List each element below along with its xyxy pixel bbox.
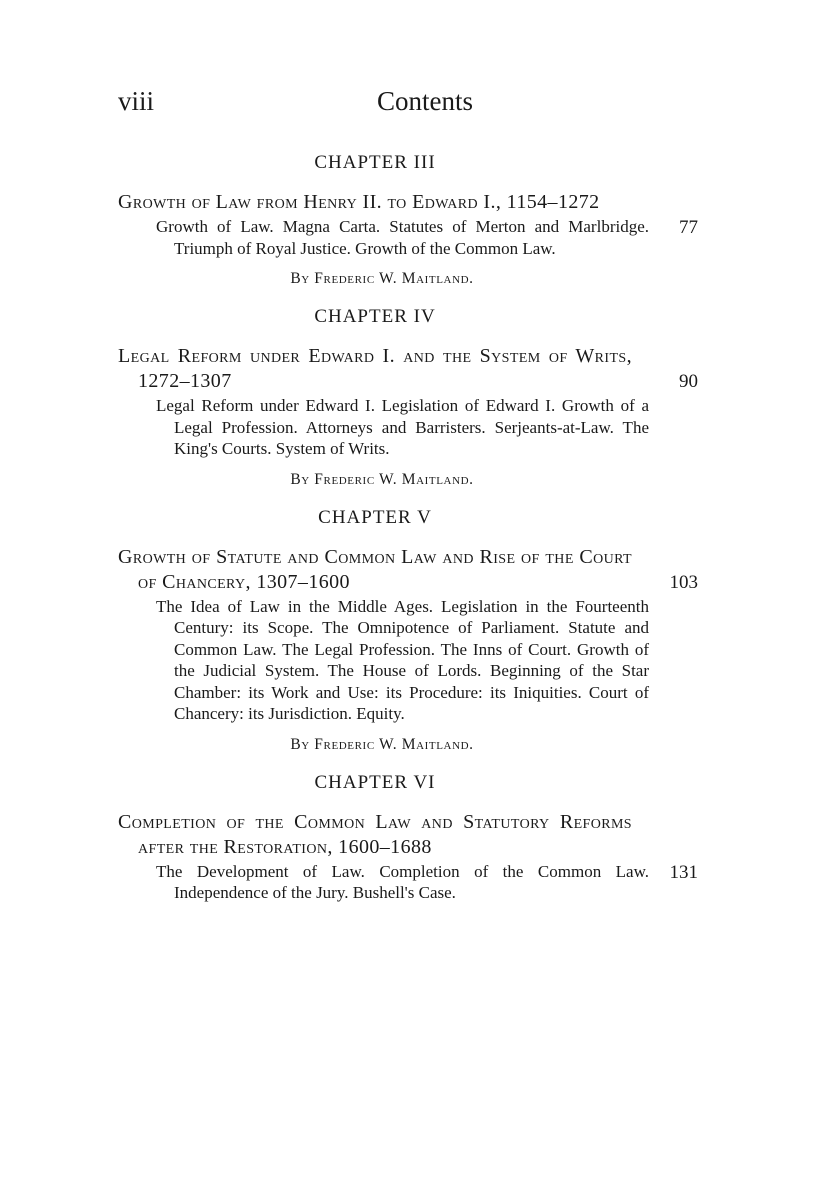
chapter-entry [118, 770, 698, 904]
chapter-page-number: 77 [679, 217, 698, 238]
page-number: viii [118, 86, 155, 116]
chapter-label: CHAPTER IV [314, 306, 436, 327]
chapter-title-text: Growth of Statute and Common Law and Rise of the Court of Chancery, 1307–1600 [118, 545, 632, 593]
chapter-label: CHAPTER III [314, 152, 436, 173]
chapter-page-number: 103 [669, 571, 698, 593]
chapter-title[interactable] [118, 545, 632, 595]
chapter-label: CHAPTER VI [314, 771, 436, 793]
running-head: Contents [376, 86, 473, 116]
chapter-entry [118, 304, 698, 491]
chapter-title[interactable] [118, 810, 632, 860]
chapter-title[interactable] [118, 190, 632, 215]
chapter-label: CHAPTER V [318, 506, 432, 528]
chapter-summary: The Idea of Law in the Middle Ages. Legislation in the Fourteenth Century: its Scope. The Omnipotence of Parliament. Statute and Common Law. The Legal Profession. The Inns of Court. Growth of the Judicial System. The House of Lords. Beginning of the Star Chamber: its Work and Use: its Procedure: its Iniquities. Court of Chancery: its Jurisdiction. Equity. [156, 596, 649, 723]
chapter-author: By Frederic W. Maitland. [290, 735, 474, 753]
chapter-entry [118, 150, 698, 290]
chapter-title[interactable] [118, 344, 632, 394]
chapter-entry [118, 505, 698, 756]
chapter-title-text: Legal Reform under Edward I. and the System of Writs, 1272–1307 [118, 345, 632, 392]
chapter-title-text: Growth of Law from Henry II. to Edward I., 1154–1272 [118, 191, 600, 213]
chapter-title-text: Completion of the Common Law and Statutory Reforms after the Restoration, 1600–1688 [118, 810, 632, 858]
chapter-page-number: 131 [669, 861, 698, 883]
table-of-contents [118, 150, 698, 904]
chapter-page-number: 90 [679, 371, 698, 392]
chapter-summary: Growth of Law. Magna Carta. Statutes of Merton and Marlbridge. Triumph of Royal Justice. Growth of the Common Law. [156, 217, 649, 258]
chapter-author: By Frederic W. Maitland. [290, 470, 474, 488]
chapter-summary: Legal Reform under Edward I. Legislation of Edward I. Growth of a Legal Profession. Attorneys and Barristers. Serjeants-at-Law. The King's Courts. System of Writs. [156, 396, 649, 458]
chapter-summary: The Development of Law. Completion of the Common Law. Independence of the Jury. Bushell's Case. [156, 861, 649, 902]
chapter-author: By Frederic W. Maitland. [290, 270, 474, 287]
